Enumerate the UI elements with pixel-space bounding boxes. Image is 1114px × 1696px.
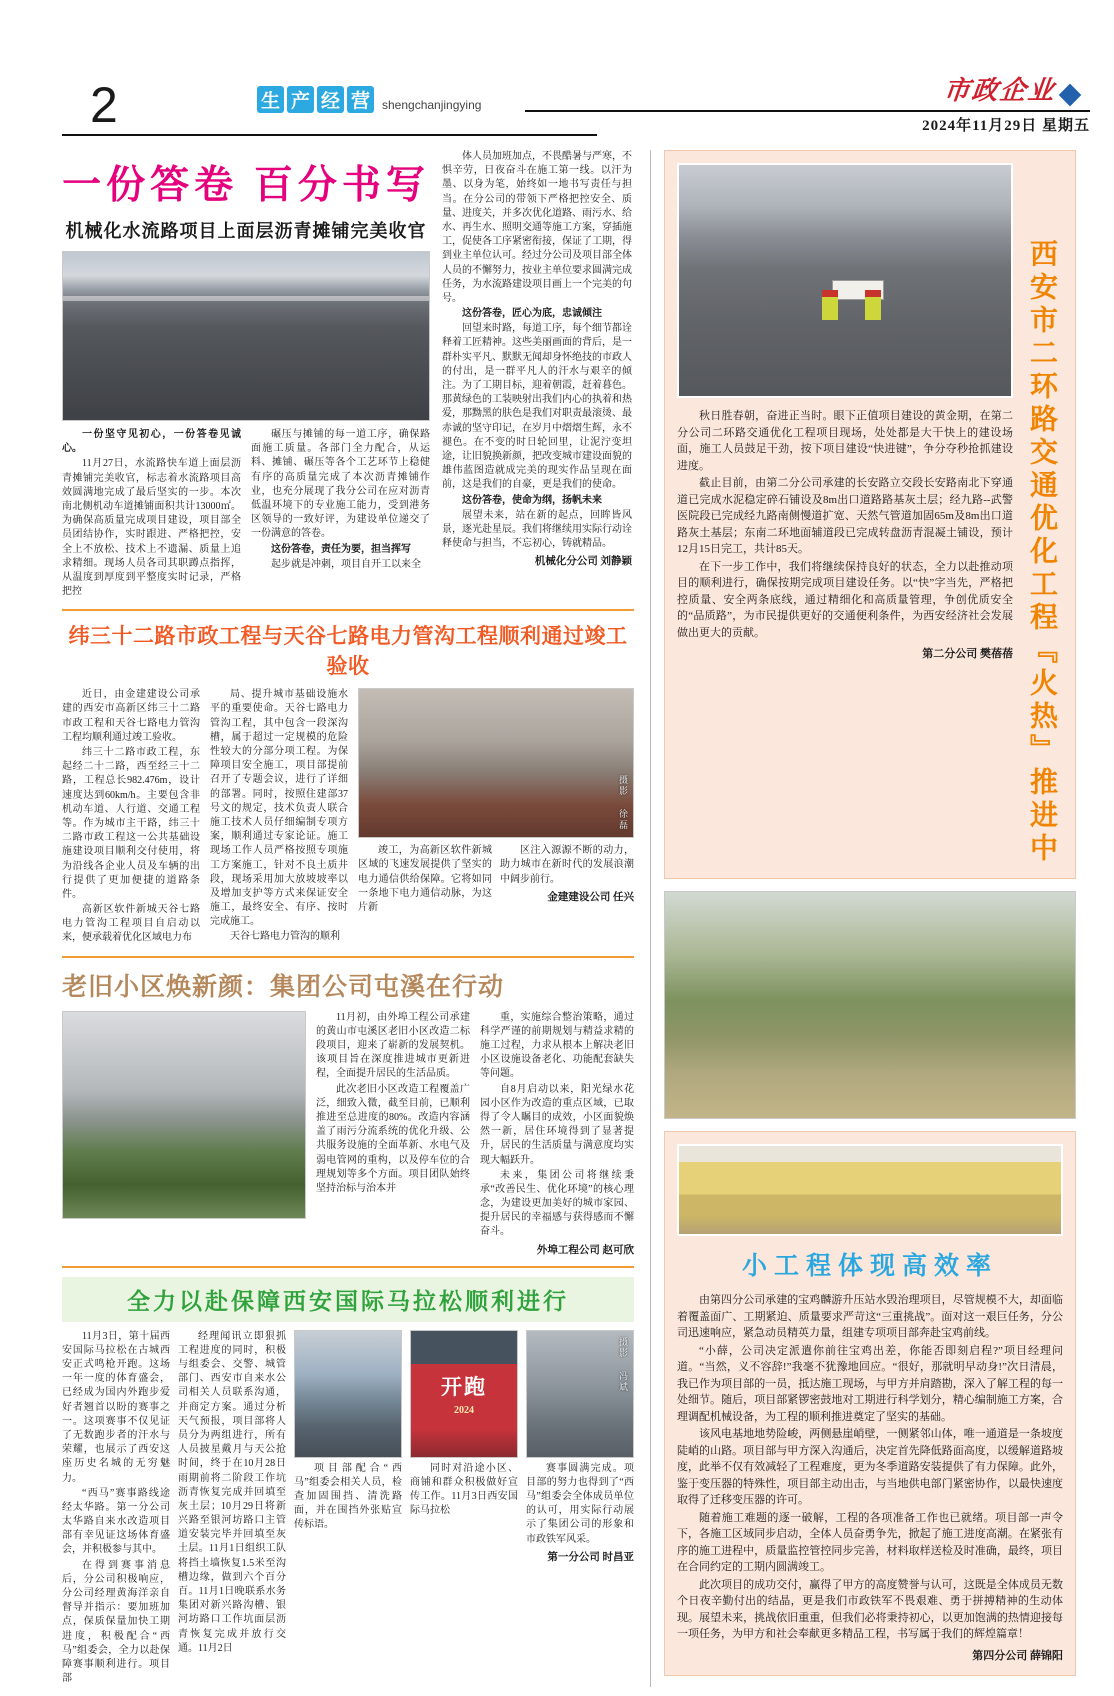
small-project-title: 小工程体现高效率 [741,1252,998,1280]
article-road-acceptance [62,620,634,946]
article1-byline: 机械化分公司 刘静颖 [534,556,632,568]
article4-body [62,1330,634,1688]
article4-photo-start-banner [410,1330,518,1458]
article4-title: 全力以赴保障西安国际马拉松顺利进行 [127,1287,569,1314]
paragraph: 11月初，由外埠工程公司承建的黄山市屯溪区老旧小区改造二标段项目，迎来了崭新的发展契机。该项目旨在深度推进城市更新进程，全面提升居民的生活品质。 [316,1011,470,1080]
paragraph: 同时对沿途小区、商铺和群众积极做好宣传工作。11月3日西安国际马拉松 [410,1462,518,1517]
article1-photo-road-paving [62,251,430,421]
article4-photo-staff [526,1330,634,1458]
paragraph: 随着施工难题的逐一破解，工程的各项准备工作也已就绪。项目部一声令下，各施工区域同步启动，全体人员奋勇争先，掀起了施工进度高潮。在紧张有序的施工进程中，质量监控管控同步完善，材料取样送检及时准确，最终，项目在合同约定的工期内圆满竣工。 [677,1511,1063,1573]
ring-road-photo-workers [677,163,1013,398]
paragraph: 11月27日，水流路快车道上面层沥青摊铺完美收官，标志着水流路项目高效圆满地完成了最后坚实的一步。本次南北侧机动车道摊铺面积共计13000㎡。为确保高质量完成项目建设，项目部全员团结协作，实时跟进、严格把控，安全上不放松、技术上不遗漏、质量上追求精细。现场人员各司其职蹲点指挥，从温度到厚度到平整度实时记录，严格把控 [62,458,241,598]
article3-col1 [316,1011,470,1257]
paragraph: 此次老旧小区改造工程覆盖广泛，细致入微，截至目前，已顺利推进至总进度的80%。改造内容涵盖了雨污分流系统的优化升级、公共服务设施的全面革新、水电气及弱电管网的重构，以及停车位的合理规划等多个方面。项目团队始终坚持治标与治本并 [316,1083,470,1194]
paragraph: 项目部配合“西马”组委会相关人员，检查加固围挡、清洗路面，并在围挡外张贴宣传标语。 [294,1462,402,1531]
article1-text-columns [62,428,430,600]
banner-year: 2024 [454,1405,474,1417]
article3-photo-residential [62,1011,306,1219]
paragraph: 碾压与摊铺的每一道工序，确保路面施工质量。各部门全力配合，从运料、摊铺、碾压等各个工艺环节上稳健有序的高质量完成了本次沥青摊铺作业，也充分展现了我分公司在应对沥青低温环境下的专业施工能力，受到港务区领导的一致好评，为建设单位递交了一份满意的答卷。 [251,429,430,540]
paragraph: 一份坚守见初心，一份答卷见诚心。 [62,429,241,455]
article2-right-block [358,688,634,946]
article3-col2 [480,1011,634,1257]
left-column [62,150,634,1687]
section-pinyin: shengchanjingying [382,98,482,112]
paragraph: 此次项目的成功交付，赢得了甲方的高度赞誉与认可，这既是全体成员无数个日夜辛勤付出的结晶，更是我们市政铁军不畏艰难、勇于拼搏精神的生动体现。展望未来，挑战依旧重重，但我们必将秉持初心，以更加饱满的热情迎接每一项任务，为甲方和社会奉献更多精品工程，书写属于我们的辉煌篇章！ [677,1578,1063,1640]
article4-col2 [178,1330,286,1688]
article-small-project-box [664,1131,1076,1676]
article2-title: 纬三十二路市政工程与天谷七路电力管沟工程顺利通过竣工验收 [68,625,628,679]
paragraph: 近日，由金建建设公司承建的西安市高新区纬三十二路市政工程和天谷七路电力管沟工程均顺利通过竣工验收。 [62,689,200,743]
paragraph: 回望来时路，每道工序，每个细节都诠释着工匠精神。这些美丽画面的背后，是一群朴实平凡、默默无闻却身怀绝技的市政人的付出，是一群平凡人的汗水与艰辛的倾注。为了工期目标，迎着朝霞，赶着暮色。那黄绿色的工装映射出我们内心的执着和热爱，那黝黑的肤色是我们对职责最滚烫、最赤诚的坚守印记，在岁月中熠熠生辉，永不褪色。在不变的时日轮回里，让泥泞变坦途，让旧貌换新颜，把改变城市建设面貌的雄伟蓝图造就成完美的现实作品呈现在面前，这是我们的自豪，更是我们的使命。 [442,323,632,491]
paragraph: “小薛，公司决定派遣你前往宝鸡出差，你能否即刻启程?”项目经理问道。“当然，义不容辞!”我毫不犹豫地回应。“很好，那就明早动身!”次日清晨，我已作为项目部的一员，抵达施工现场，与甲方并肩踏勘，深入了解工程的每一处细节。随后，项目部紧锣密鼓地对工期进行科学划分，精心编制施工方案，合理调配机械设备，为工程的顺利推进奠定了坚实的基础。 [677,1344,1063,1423]
page-header [62,70,1090,140]
article1-title: 一份答卷 百分书写 [62,164,430,207]
banner-text: 开跑 [441,1375,487,1400]
paragraph: 在下一步工作中，我们将继续保持良好的状态，全力以赴推动项目的顺利进行，确保按期完成项目建设任务。以“快”字当先，严格把控质量、安全两条底线，通过精细化和高质量管理，争创优质安全的“品质路”，为市民提供更好的交通便利条件，为西安经济社会发展做出更大的贡献。 [677,560,1013,639]
paragraph: 天谷七路电力管沟的顺利 [230,931,340,943]
article3-title: 老旧小区焕新颜：集团公司屯溪在行动 [62,972,505,1001]
article-marathon-support [62,1277,634,1688]
subhead: 这份答卷，使命为纲，扬帆未来 [462,494,602,506]
paragraph: 展望未来，站在新的起点，回眸皆风景，逐光赴星辰。我们将继续用实际行动诠释使命与担当，不忘初心，铸就精品。 [442,509,632,550]
small-project-byline: 第四分公司 薛锦阳 [972,1649,1063,1662]
article3-byline: 外埠工程公司 赵可欣 [536,1244,634,1256]
section-banner [257,86,481,113]
section-name-boxes [257,86,374,113]
paragraph: 重，实施综合整治策略，通过科学严谨的前期规划与精益求精的施工过程，力求从根本上解决老旧小区设施设备老化、功能配套缺失等问题。 [480,1011,634,1080]
worker-figure [822,290,838,320]
right-column [650,150,1076,1687]
article4-col3 [294,1330,402,1688]
article-asphalt-paving [62,150,634,600]
article4-col1 [62,1330,170,1688]
article1-subtitle: 机械化水流路项目上面层沥青摊铺完美收官 [65,221,427,241]
header-rule-right [525,110,1090,112]
divider-rule [62,956,634,958]
page-number: 2 [90,77,118,133]
paragraph: 体人员加班加点，不畏酷暑与严寒，不惧辛劳，日夜奋斗在施工第一线。以汗为墨、以身为笔，始终如一地书写责任与担当。在分公司的带领下严格把控安全、质量、进度关，并多次优化道路、雨污水、给水、再生水、照明交通等施工方案，穿插施工，促使各工序紧密衔接，保证了工期，得到业主单位认可。经过分公司及项目部全体人员的不懈努力，按业主单位要求圆满完成任务，为水流路建设项目画上一个完美的句号。 [442,151,632,304]
section-char: 营 [347,86,374,113]
divider-rule [62,609,634,611]
article2-col2 [210,688,348,946]
article2-body [62,688,634,946]
photo-credit: 摄影 冯斌 [618,1336,628,1393]
paragraph: 纬三十二路市政工程，东起经二十二路，西至经三十二路，工程总长982.476m，设计速度达到60km/h。主要包含非机动车道、人行道、交通工程等。作为城市主干路，纬三十二路市政工程这一公共基础设施建设项目顺利交付使用，将为沿线各企业人员及车辆的出行提供了更加便捷的道路条件。 [62,747,200,900]
paragraph: 11月3日，第十届西安国际马拉松在古城西安正式鸣枪开跑。这场一年一度的体育盛会，已经成为国内外跑步爱好者翘首以盼的赛事之一。这项赛事不仅见证了无数跑步者的汗水与荣耀，也展示了西安这座历史名城的无穷魅力。 [62,1330,170,1484]
masthead-title: 市政企业 [942,76,1058,105]
article2-col1 [62,688,200,946]
photo-credit: 摄影 徐磊 [618,775,628,832]
divider-rule [62,1266,634,1268]
article2-col3 [358,844,492,916]
article4-col5 [526,1330,634,1688]
booster-station-photo [677,1144,1063,1236]
article-ring-road-box [664,150,1076,879]
page-body [62,150,1090,1687]
paragraph: 由第四分公司承建的宝鸡麟游升压站水毁治理项目，尽管规模不大，却面临着覆盖面广、工期紧迫、质量要求严苛这“三重挑战”。面对这一艰巨任务，分公司迅速响应，紧急动员精英力量，组建专项项目部奔赴宝鸡前线。 [677,1294,1063,1339]
section-char: 产 [287,86,314,113]
paragraph: 秋日胜春朝，奋进正当时。眼下正值项目建设的黄金期，在第二分公司二环路交通优化工程项目现场，处处都是大干快上的建设场面，施工人员鼓足干劲，按下项目建设“快进键”，争分夺秒抢抓建设进度。 [677,410,1013,472]
section-char: 经 [317,86,344,113]
article1-col3 [442,150,632,600]
article4-col4 [410,1330,518,1688]
article2-photo-meeting [358,688,634,838]
article1-col1 [62,428,241,600]
article-old-community-renovation [62,967,634,1257]
paragraph: 该风电基地地势险峻，两侧悬崖峭壁，一侧紧邻山体，唯一通道是一条坡度陡峭的山路。项目部与甲方深入沟通后，决定首先降低路面高度，以缓解道路坡度，此举不仅有效减轻了工程难度，更为冬季道路安装提供了有力保障。此外，鉴于变压器的特殊性，项目部主动出击，与当地供电部门紧密协作，以最快速度取得了迁移变压器的许可。 [677,1428,1063,1506]
issue-date: 2024年11月29日 星期五 [922,118,1090,134]
article1-col2 [251,428,430,600]
article2-sub-columns [358,844,634,916]
paragraph: 区注入源源不断的动力，助力城市在新时代的发展浪潮中阔步前行。 [500,845,634,885]
paragraph: 赛事圆满完成。项目部的努力也得到了“西马”组委会全体成员单位的认可，用实际行动展示了集团公司的形象和市政铁军风采。 [526,1462,634,1545]
paragraph: 截止目前，由第二分公司承建的长安路立交段长安路南北下穿通道已完成水泥稳定碎石铺设及8m出口道路路基灰土层；经九路--武警医院段已完成经九路南侧慢道扩宽、天然气管道加固65m及8m出口道路灰土基层；东南二环地面辅道段已完成转盘沥青混凝土铺设，预计12月15日完工，共计85天。 [677,477,1013,555]
paragraph: 在得到赛事消息后，分公司积极响应，分公司经理黄海洋亲自督导并指示：要加班加点，保质保量加快工期进度，积极配合“西马”组委会，全力以赴保障赛事顺利进行。项目部 [62,1559,170,1685]
masthead [944,70,1078,107]
photo-mountain-station [664,891,1076,1119]
small-project-text [677,1292,1063,1663]
paragraph: 经理闻讯立即狠抓工程进度的同时，积极与组委会、交警、城管部门、西安市自来水公司相关人员联系沟通，并商定方案。通过分析天气预报，项目部将人员分为两组进行，所有人员披星戴月与天公抢时间，终于在10月28日雨期前将二阶段工作坑沥青恢复完成并回填至灰土层；10月29日将新兴路至银河坊路口主管道安装完毕并回填至灰土层。11月1日组织工队将挡土墙恢复1.5米至沟槽边缘，做到六个百分百。11月1日晚联系水务集团对新兴路沟槽、银河坊路口工作坑面层沥青恢复完成并放行交通。11月2日 [178,1330,286,1654]
paragraph: “西马”赛事路线途经太华路。第一分公司太华路自来水改造项目部有幸见证这场体育盛会，并积极参与其中。 [62,1487,170,1556]
paragraph: 起步就是冲刺，项目自开工以来全 [271,558,421,570]
article2-byline: 金建建设公司 任兴 [547,891,634,903]
paragraph: 竣工，为高新区软件新城区域的飞速发展提供了坚实的电力通信供给保障。它将如同一条地下电力通信动脉，为这片新 [358,845,492,913]
subhead: 这份答卷，匠心为底，忠诚倾注 [462,308,602,320]
article4-photo-worksite [294,1330,402,1458]
paragraph: 高新区软件新城天谷七路电力管沟工程项目自启动以来，便承载着优化区域电力布 [62,904,200,944]
article2-col4 [500,844,634,916]
article3-body [62,1011,634,1257]
ring-road-content [677,163,1013,866]
paragraph: 自8月启动以来，阳光绿水花园小区作为改造的重点区域，已取得了令人瞩目的成效，小区面貌焕然一新，居住环境得到了显著提升，居民的生活质量与满意度均实现大幅跃升。 [480,1083,634,1166]
header-rule-left [62,134,597,136]
subhead: 这份答卷，责任为要，担当挥写 [271,543,411,555]
article1-left-block [62,150,430,600]
ring-road-byline: 第二分公司 樊蓓蓓 [922,648,1013,660]
paragraph: 未来，集团公司将继续秉承“改善民生、优化环境”的核心理念，为建设更加美好的城市家园、提升居民的幸福感与获得感而不懈奋斗。 [480,1169,634,1238]
article4-byline: 第一分公司 时昌亚 [547,1551,634,1563]
ring-road-text [677,408,1013,661]
ring-road-vertical-title: 西安市二环路交通优化工程『火热』推进中 [1027,239,1058,866]
paragraph: 局、提升城市基础设施水平的重要使命。天谷七路电力管沟工程，其中包含一段深沟槽，属于超过一定规模的危险性较大的分部分项工程。为保障项目安全施工，项目部提前召开了专题会议，进行了详细的部署。同时，按照住建部37号文的规定，技术负责人联合施工技术人员仔细编制专项方案，顺利通过专家论证。施工现场工作人员严格按照专项施工方案施工，针对不良土质井段，现场采用加大放坡坡率以及增加支护等方式来保证安全施工，最终安全、有序、按时完成施工。 [210,689,348,928]
worker-figure [865,290,881,320]
section-char: 生 [257,86,284,113]
article4-title-band [62,1277,634,1322]
masthead-logo-icon [1059,84,1082,107]
